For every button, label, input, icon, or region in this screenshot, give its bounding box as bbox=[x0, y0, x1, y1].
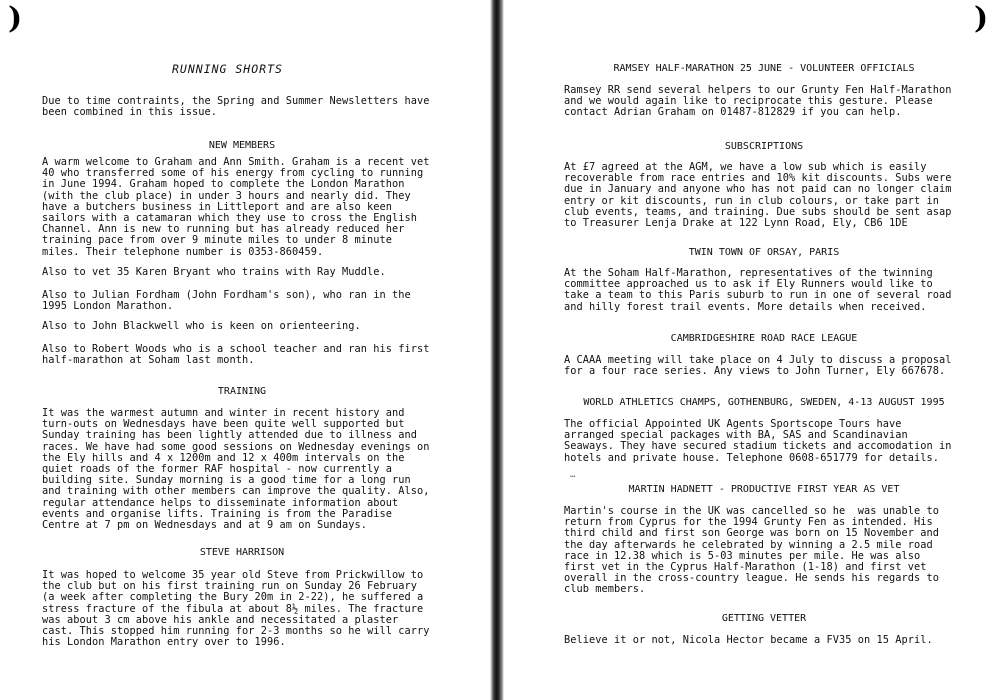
new-members-paragraph-2: Also to vet 35 Karen Bryant who trains with Ray Muddle. bbox=[42, 266, 386, 278]
right-page bbox=[506, 0, 1006, 700]
martin-hadnett-paragraph: Martin's course in the UK was cancelled so he was unable to return from Cyprus for the 1994 Grunty Fen as intended. His third child and first son George was born on 15 November and the day afterwards he celebrated by winning a 2.5 mile road race in 12.38 which is 5-03 minutes per mile. He was also first vet in the Cyprus Half-Marathon (1-18) and first vet overall in the cross-country league. He sends his regards to club members. bbox=[564, 505, 939, 596]
new-members-paragraph-4: Also to John Blackwell who is keen on orienteering. bbox=[42, 320, 361, 332]
heading-world-champs: WORLD ATHLETICS CHAMPS, GOTHENBURG, SWEDEN, 4-13 AUGUST 1995 bbox=[583, 397, 945, 408]
left-page bbox=[0, 0, 496, 700]
heading-martin-hadnett: MARTIN HADNETT - PRODUCTIVE FIRST YEAR AS VET bbox=[628, 484, 900, 495]
training-paragraph: It was the warmest autumn and winter in recent history and turn-outs on Wednesdays have been quite well supported but Sunday training has been lightly attended due to illness and races. We have had some good sessions on Wednesday evenings on the Ely hills and 4 x 1200m and 12 x 400m intervals on the quiet roads of the former RAF hospital - now currently a building site. Sunday morning is a good time for a long run and training with other members can improve the quality. Also, regular attendance helps to disseminate information about events and organise lifts. Training is from the Paradise Centre at 7 pm on Wednesdays and at 9 am on Sundays. bbox=[42, 407, 430, 532]
steve-harrison-paragraph: It was hoped to welcome 35 year old Steve from Prickwillow to the club but on his first training run on Sunday 26 February (a week after completing the Bury 20m in 2-22), he suffered a stress fracture of the fibula at about 8½ miles. The fracture was about 3 cm above his ankle and necessitated a plaster cast. This stopped him running for 2-3 months so he will carry his London Marathon entry over to 1996. bbox=[42, 569, 430, 649]
twin-town-paragraph: At the Soham Half-Marathon, representatives of the twinning committee approached us to ask if Ely Runners would like to take a team to this Paris suburb to run in one of several road and hilly forest trail events. More details when received. bbox=[564, 267, 952, 313]
new-members-paragraph-3: Also to Julian Fordham (John Fordham's son), who ran in the 1995 London Marathon. bbox=[42, 289, 411, 313]
stray-mark: … bbox=[570, 470, 576, 480]
road-race-league-paragraph: A CAAA meeting will take place on 4 July to discuss a proposal for a four race series. Any views to John Turner, Ely 667678. bbox=[564, 354, 952, 378]
heading-getting-vetter: GETTING VETTER bbox=[721, 613, 807, 624]
new-members-paragraph-1: A warm welcome to Graham and Ann Smith. Graham is a recent vet 40 who transferred some of his energy from cycling to running in June 1994. Graham hoped to complete the London Marathon (with the club place) in under 3 hours and nearly did. They have a butchers business in Littleport and are also keen sailors with a catamaran which they use to cross the English Channel. Ann is new to running but has already reduced her training pace from over 9 minute miles to under 8 minute miles. Their telephone number is 0353-860459. bbox=[42, 156, 430, 258]
page-edge-mark-right: ) bbox=[974, 1, 989, 36]
intro-paragraph: Due to time contraints, the Spring and Summer Newsletters have been combined in this issue. bbox=[42, 95, 430, 119]
newsletter-title: RUNNING SHORTS bbox=[172, 62, 283, 76]
page-edge-mark-left: ) bbox=[8, 1, 23, 36]
new-members-paragraph-5: Also to Robert Woods who is a school teacher and ran his first half-marathon at Soham last month. bbox=[42, 343, 430, 367]
world-champs-paragraph: The official Appointed UK Agents Sportscope Tours have arranged special packages with BA, SAS and Scandinavian Seaways. They have secured stadium tickets and accomodation in hotels and private house. Telephone 0608-651779 for details. bbox=[564, 418, 952, 464]
heading-ramsey: RAMSEY HALF-MARATHON 25 JUNE - VOLUNTEER OFFICIALS bbox=[613, 63, 915, 74]
ramsey-paragraph: Ramsey RR send several helpers to our Grunty Fen Half-Marathon and we would again like to reciprocate this gesture. Please contact Adrian Graham on 01487-812829 if you can help. bbox=[564, 84, 952, 119]
heading-twin-town: TWIN TOWN OF ORSAY, PARIS bbox=[688, 247, 840, 258]
heading-new-members: NEW MEMBERS bbox=[208, 140, 276, 151]
heading-steve-harrison: STEVE HARRISON bbox=[199, 547, 285, 558]
heading-subscriptions: SUBSCRIPTIONS bbox=[724, 141, 804, 152]
subscriptions-paragraph: At £7 agreed at the AGM, we have a low sub which is easily recoverable from race entries and 10% kit discounts. Subs were due in January and anyone who has not paid can no longer claim entry or kit discounts, run in club colours, or take part in club events, teams, and training. Due subs should be sent asap to Treasurer Lenja Drake at 122 Lynn Road, Ely, CB6 1DE bbox=[564, 161, 952, 230]
getting-vetter-paragraph: Believe it or not, Nicola Hector became a FV35 on 15 April. bbox=[564, 634, 933, 646]
heading-training: TRAINING bbox=[217, 386, 267, 397]
heading-road-race-league: CAMBRIDGESHIRE ROAD RACE LEAGUE bbox=[670, 333, 858, 344]
